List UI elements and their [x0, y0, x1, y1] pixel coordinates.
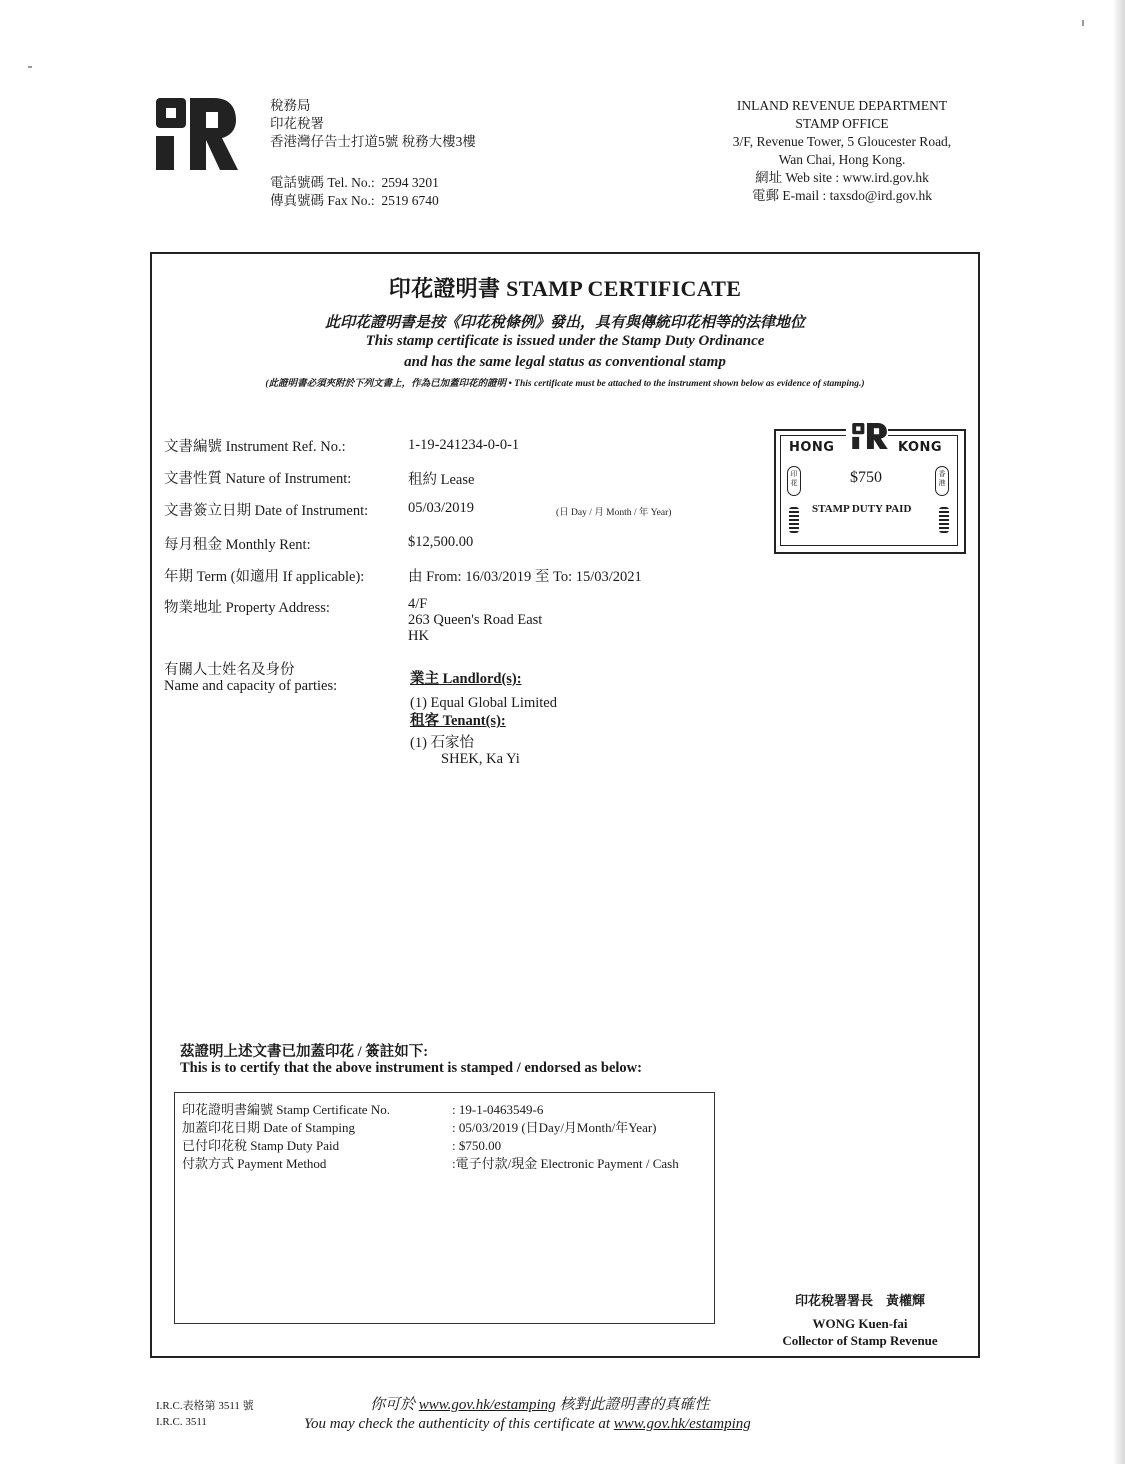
seal-caption: STAMP DUTY PAID — [812, 503, 912, 515]
landlord-name: (1) Equal Global Limited — [410, 695, 557, 711]
ref-value: 1-19-241234-0-0-1 — [408, 437, 520, 453]
certify-statement-cn: 茲證明上述文書已加蓋印花 / 簽註如下: — [180, 1044, 429, 1060]
signatory-cn: 印花稅署署長 黃權輝 — [794, 1293, 925, 1308]
header-address-en-1: 3/F, Revenue Tower, 5 Gloucester Road, — [732, 134, 952, 149]
seal-word-kong: KONG — [898, 440, 943, 455]
stamp-cert-no-value: : 19-1-0463549-6 — [452, 1102, 544, 1117]
header-stamp-office-en: STAMP OFFICE — [795, 116, 889, 131]
date-label: 文書簽立日期 Date of Instrument: — [164, 503, 369, 519]
verify-en-prefix: You may check the authenticity of this certificate at — [304, 1416, 611, 1432]
form-number-en: I.R.C. 3511 — [156, 1416, 207, 1428]
page-edge-shadow — [1113, 0, 1125, 1464]
verify-cn-suffix: 核對此證明書的真確性 — [559, 1397, 710, 1413]
seal-amount: $750 — [850, 469, 882, 486]
tenant-name-en: SHEK, Ka Yi — [441, 751, 520, 767]
email-text: 電郵 E-mail : taxsdo@ird.gov.hk — [752, 188, 932, 203]
parties-label-cn: 有關人士姓名及身份 — [164, 662, 295, 678]
subtitle-chinese: 此印花證明書是按《印花稅條例》發出，具有與傳統印花相等的法律地位 — [324, 315, 805, 331]
verify-line-cn — [370, 1393, 709, 1414]
duty-paid-label: 已付印花稅 Stamp Duty Paid — [182, 1138, 340, 1153]
verify-cn-prefix: 你可於 — [370, 1397, 416, 1413]
header-dept-cn: 稅務局 — [270, 98, 311, 113]
stamp-cert-no-label: 印花證明書編號 Stamp Certificate No. — [182, 1102, 390, 1117]
fax-label: 傳真號碼 Fax No.: — [270, 193, 375, 208]
header-stamp-office-cn: 印花稅署 — [270, 116, 324, 131]
tenant-name-cn: (1) 石家怡 — [410, 735, 475, 751]
scan-speck — [28, 66, 32, 68]
signatory-title: Collector of Stamp Revenue — [782, 1333, 938, 1348]
subtitle-english-2: and has the same legal status as conventional stamp — [404, 354, 726, 370]
nature-value: 租約 Lease — [408, 472, 475, 488]
seal-left-ornament-icon — [789, 507, 799, 533]
term-label: 年期 Term (如適用 If applicable): — [164, 569, 365, 585]
tel-label: 電話號碼 Tel. No.: — [270, 175, 375, 190]
address-value — [408, 596, 542, 644]
parties-list — [410, 670, 557, 768]
scan-speck — [1082, 20, 1084, 26]
term-value: 由 From: 16/03/2019 至 To: 15/03/2021 — [408, 569, 642, 585]
seal-word-hong: HONG — [789, 440, 835, 455]
rent-label: 每月租金 Monthly Rent: — [164, 537, 311, 553]
verify-line-en — [304, 1416, 751, 1433]
website-text: 網址 Web site : www.ird.gov.hk — [755, 170, 929, 185]
address-line: 4/F — [408, 596, 428, 612]
stamping-date-label: 加蓋印花日期 Date of Stamping — [182, 1120, 355, 1135]
certificate-title: 印花證明書 STAMP CERTIFICATE — [388, 276, 742, 301]
header-office-cn — [270, 97, 476, 151]
attach-note: (此證明書必須夾附於下列文書上，作為已加蓋印花的證明 • This certificate must be attached to the instrument shown below as evidence of stamping.) — [265, 379, 865, 389]
parties-label — [164, 662, 337, 694]
seal-right-chop: 香港 — [935, 466, 949, 496]
signatory-name: WONG Kuen-fai — [812, 1316, 908, 1331]
seal-left-chop: 印花 — [787, 466, 801, 496]
ref-label: 文書編號 Instrument Ref. No.: — [164, 439, 346, 455]
parties-label-en: Name and capacity of parties: — [164, 678, 338, 694]
date-format-hint: (日 Day / 月 Month / 年 Year) — [556, 508, 672, 518]
signatory-block — [740, 1292, 980, 1349]
nature-label: 文書性質 Nature of Instrument: — [164, 471, 352, 487]
address-line: HK — [408, 628, 429, 644]
header-address-en-2: Wan Chai, Hong Kong. — [778, 152, 906, 167]
date-value: 05/03/2019 — [408, 500, 475, 516]
verify-link-cn[interactable]: www.gov.hk/estamping — [418, 1397, 556, 1413]
header-contact — [270, 174, 439, 210]
form-number-cn: I.R.C.表格第 3511 號 — [156, 1400, 254, 1412]
rent-value: $12,500.00 — [408, 534, 474, 550]
ird-seal-logo-icon — [852, 423, 888, 449]
address-label: 物業地址 Property Address: — [164, 600, 330, 616]
payment-method-value: :電子付款/現金 Electronic Payment / Cash — [452, 1156, 679, 1171]
seal-right-ornament-icon — [939, 507, 949, 533]
verify-link-en[interactable]: www.gov.hk/estamping — [613, 1416, 751, 1432]
subtitle-english-1: This stamp certificate is issued under the Stamp Duty Ordinance — [365, 333, 765, 349]
tenant-heading: 租客 Tenant(s): — [410, 713, 506, 729]
ird-logo-icon — [156, 98, 238, 170]
stamping-date-value: : 05/03/2019 (日Day/月Month/年Year) — [452, 1120, 657, 1135]
header-dept-en: INLAND REVENUE DEPARTMENT — [736, 98, 948, 113]
stamping-details-labels — [182, 1101, 390, 1173]
header-office-en — [700, 97, 984, 205]
stamping-details-values — [452, 1101, 679, 1173]
payment-method-label: 付款方式 Payment Method — [182, 1156, 327, 1171]
duty-paid-value: : $750.00 — [452, 1138, 502, 1153]
tel-value: 2594 3201 — [381, 175, 439, 190]
landlord-heading: 業主 Landlord(s): — [410, 671, 522, 687]
address-line: 263 Queen's Road East — [408, 612, 543, 628]
certify-statement-en: This is to certify that the above instrument is stamped / endorsed as below: — [180, 1060, 642, 1076]
header-address-cn: 香港灣仔告士打道5號 稅務大樓3樓 — [270, 134, 476, 149]
fax-value: 2519 6740 — [381, 193, 439, 208]
